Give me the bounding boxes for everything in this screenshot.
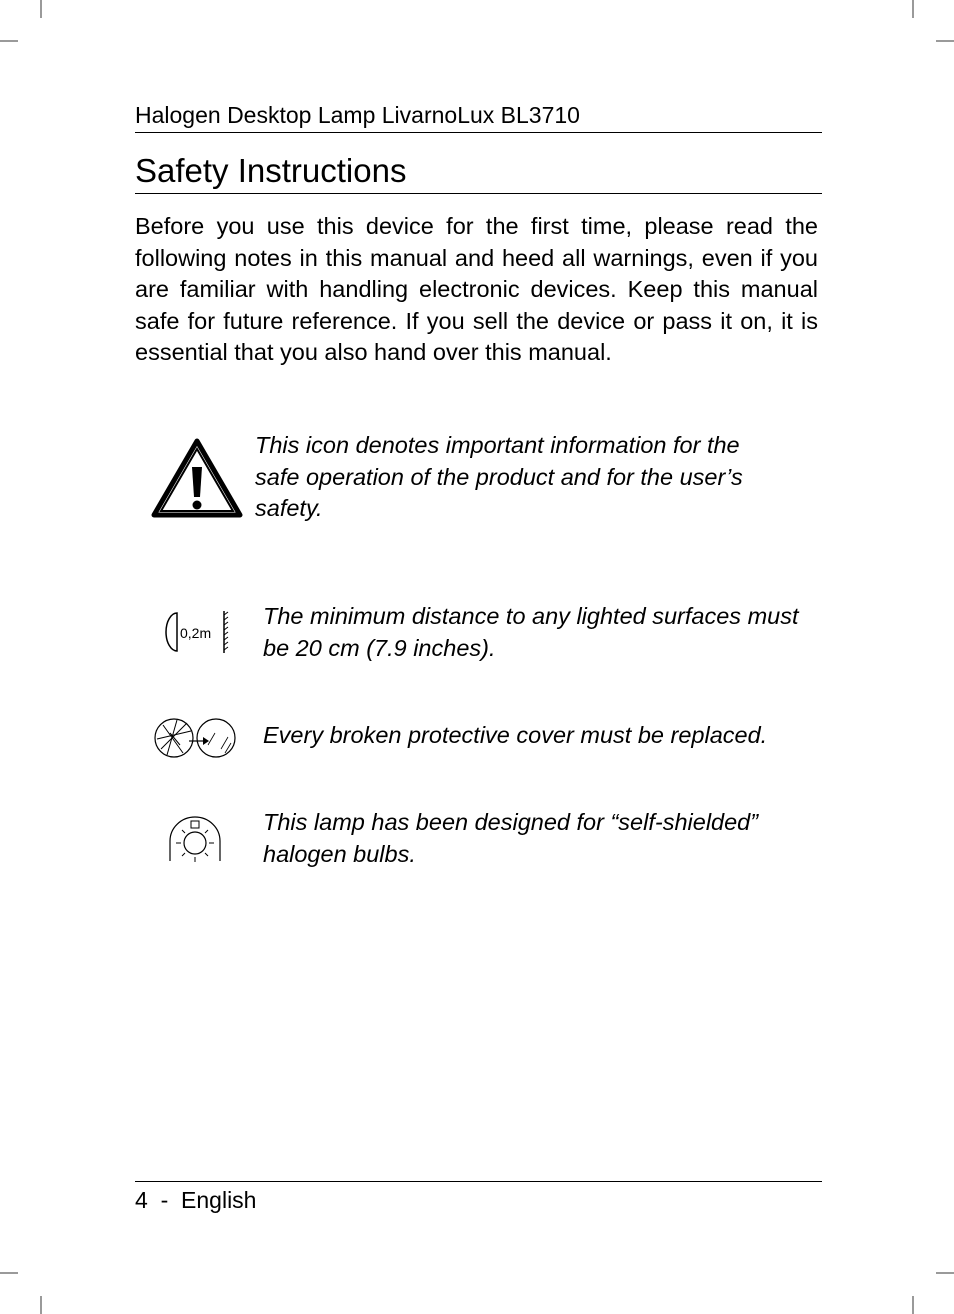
crop-mark (912, 0, 914, 18)
footer-language: English (181, 1187, 257, 1213)
note-warning-text: This icon denotes important information for the safe operation of the product and for the user’s safety. (255, 432, 743, 521)
note-distance-text: The minimum distance to any lighted surfaces must be 20 cm (7.9 inches). (263, 603, 799, 661)
crop-mark (0, 1272, 18, 1274)
minimum-distance-icon (162, 609, 230, 660)
crop-mark (936, 1272, 954, 1274)
crop-mark (0, 40, 18, 42)
section-title: Safety Instructions (135, 151, 822, 194)
replace-broken-cover-icon (153, 715, 239, 766)
footer-separator: - (160, 1187, 169, 1213)
crop-mark (912, 1296, 914, 1314)
note-cover-text: Every broken protective cover must be replaced. (263, 722, 768, 748)
intro-paragraph: Before you use this device for the first time, please read the following notes in this manual and heed all warnings, even if you are familiar with handling electronic devices. Keep this manual safe for future reference. If you sell the device or pass it on, it is essential that you also hand over this manual. (135, 213, 818, 365)
running-header: Halogen Desktop Lamp LivarnoLux BL3710 (135, 101, 822, 133)
crop-mark (40, 1296, 42, 1314)
page-footer (135, 1185, 256, 1215)
crop-mark (936, 40, 954, 42)
warning-triangle-icon (150, 437, 244, 524)
page-number: 4 (135, 1187, 148, 1213)
distance-label: 0,2m (180, 625, 212, 641)
self-shielded-bulb-icon (166, 815, 224, 870)
note-bulb-text: This lamp has been designed for “self-shielded” halogen bulbs. (263, 809, 759, 867)
crop-mark (40, 0, 42, 18)
footer-rule (135, 1181, 822, 1182)
